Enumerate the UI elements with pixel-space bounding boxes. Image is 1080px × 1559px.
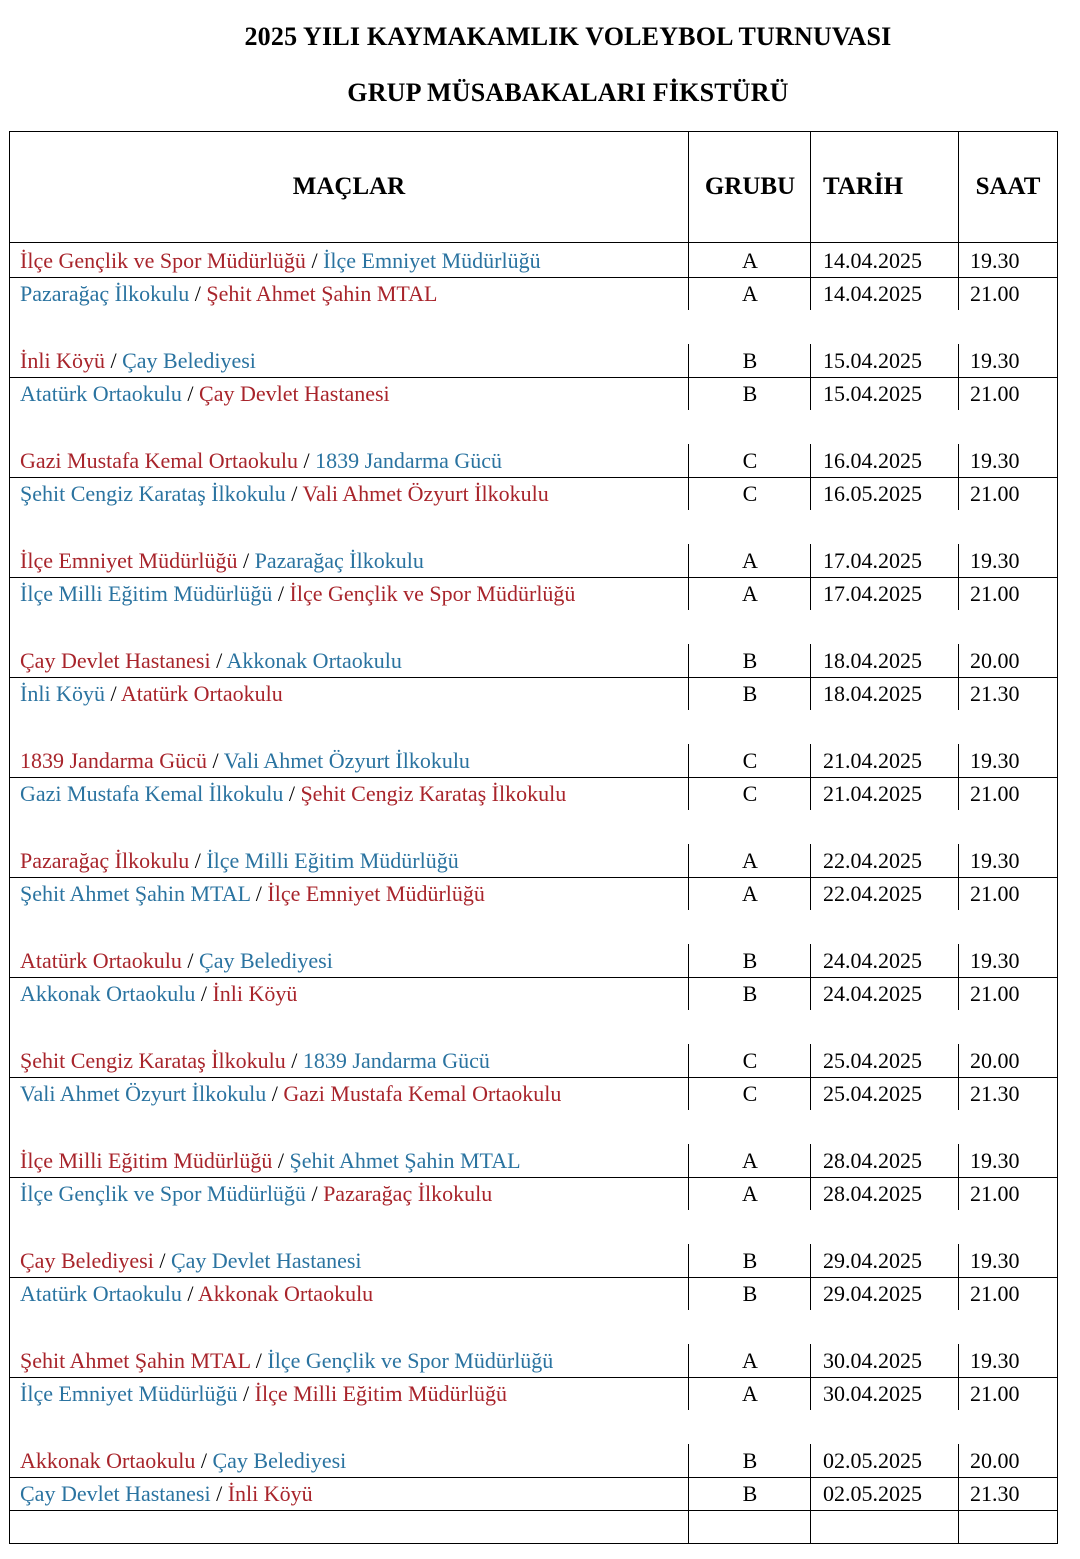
home-team: Şehit Cengiz Karataş İlkokulu (20, 481, 286, 506)
match-cell (20, 644, 402, 677)
match-cell (20, 344, 256, 377)
table-row (0, 1277, 1080, 1310)
group-cell: A (742, 248, 758, 273)
group-cell: B (742, 381, 758, 406)
time-cell: 19.30 (970, 748, 1020, 773)
table-row (0, 644, 1080, 677)
match-cell (20, 577, 575, 610)
group-cell: B (742, 1248, 758, 1273)
home-team: Akkonak Ortaokulu (20, 1448, 196, 1473)
away-team: Çay Belediyesi (122, 348, 256, 373)
match-cell (20, 1444, 346, 1477)
match-cell (20, 1077, 561, 1110)
header-date: TARİH (823, 173, 904, 200)
date-cell: 29.04.2025 (823, 1248, 922, 1273)
time-cell: 21.00 (970, 1281, 1020, 1306)
time-cell: 19.30 (970, 1348, 1020, 1373)
time-cell: 20.00 (970, 648, 1020, 673)
group-cell: A (742, 1381, 758, 1406)
date-cell: 16.05.2025 (823, 481, 922, 506)
team-separator: / (187, 1281, 194, 1306)
group-cell: B (742, 681, 758, 706)
date-cell: 30.04.2025 (823, 1381, 922, 1406)
team-separator: / (194, 848, 201, 873)
group-cell: A (742, 881, 758, 906)
group-cell: A (742, 1181, 758, 1206)
match-cell (20, 944, 333, 977)
time-cell: 19.30 (970, 848, 1020, 873)
away-team: İlçe Gençlik ve Spor Müdürlüğü (289, 581, 576, 606)
home-team: Çay Belediyesi (20, 1248, 154, 1273)
home-team: İlçe Emniyet Müdürlüğü (20, 548, 238, 573)
match-cell (20, 1044, 490, 1077)
date-cell: 24.04.2025 (823, 948, 922, 973)
home-team: Pazarağaç İlkokulu (20, 848, 190, 873)
home-team: İnli Köyü (20, 348, 105, 373)
date-cell: 22.04.2025 (823, 848, 922, 873)
document-subtitle: GRUP MÜSABAKALARI FİKSTÜRÜ (347, 78, 789, 107)
gap-spacer (10, 910, 1057, 944)
time-cell: 21.30 (970, 1081, 1020, 1106)
date-cell: 18.04.2025 (823, 648, 922, 673)
gap-spacer (10, 610, 1057, 644)
group-cell: C (742, 781, 758, 806)
away-team: Şehit Ahmet Şahin MTAL (289, 1148, 521, 1173)
date-cell: 15.04.2025 (823, 348, 922, 373)
home-team: Gazi Mustafa Kemal Ortaokulu (20, 448, 298, 473)
match-cell (20, 244, 541, 277)
home-team: İlçe Milli Eğitim Müdürlüğü (20, 581, 273, 606)
table-row (0, 744, 1080, 777)
team-separator: / (291, 1048, 298, 1073)
away-team: Çay Belediyesi (212, 1448, 347, 1473)
away-team: İlçe Emniyet Müdürlüğü (267, 881, 485, 906)
table-row (0, 377, 1080, 410)
time-cell: 21.00 (970, 1181, 1020, 1206)
group-cell: C (742, 481, 758, 506)
time-cell: 21.00 (970, 381, 1020, 406)
group-cell: B (742, 981, 758, 1006)
team-separator: / (243, 1381, 250, 1406)
time-cell: 21.00 (970, 781, 1020, 806)
team-separator: / (277, 1148, 284, 1173)
away-team: 1839 Jandarma Gücü (302, 1048, 490, 1073)
gap-spacer (10, 310, 1057, 344)
away-team: Çay Belediyesi (199, 948, 333, 973)
date-cell: 02.05.2025 (823, 1448, 922, 1473)
match-cell (20, 1144, 521, 1177)
time-cell: 21.30 (970, 1481, 1020, 1506)
away-team: Çay Devlet Hastanesi (199, 381, 390, 406)
match-cell (20, 444, 502, 477)
time-cell: 21.00 (970, 881, 1020, 906)
group-cell: B (742, 648, 758, 673)
gap-spacer (10, 1310, 1057, 1344)
away-team: Şehit Ahmet Şahin MTAL (206, 281, 438, 306)
date-cell: 22.04.2025 (823, 881, 922, 906)
match-cell (20, 777, 566, 810)
time-cell: 21.00 (970, 281, 1020, 306)
team-separator: / (187, 381, 194, 406)
team-separator: / (255, 1348, 262, 1373)
match-cell (20, 844, 459, 877)
gap-spacer (10, 410, 1057, 444)
date-cell: 21.04.2025 (823, 748, 922, 773)
table-row (0, 1177, 1080, 1210)
table-row (0, 577, 1080, 610)
team-separator: / (212, 748, 219, 773)
match-cell (20, 1277, 373, 1310)
time-cell: 19.30 (970, 248, 1020, 273)
date-cell: 25.04.2025 (823, 1048, 922, 1073)
date-cell: 02.05.2025 (823, 1481, 922, 1506)
match-cell (20, 977, 297, 1010)
gap-spacer (10, 1010, 1057, 1044)
team-separator: / (194, 281, 201, 306)
group-cell: B (742, 348, 758, 373)
away-team: İlçe Emniyet Müdürlüğü (323, 248, 541, 273)
gap-spacer (10, 1410, 1057, 1444)
home-team: Vali Ahmet Özyurt İlkokulu (20, 1081, 267, 1106)
team-separator: / (243, 548, 250, 573)
table-row (0, 1444, 1080, 1477)
match-cell (20, 877, 485, 910)
table-row (0, 777, 1080, 810)
time-cell: 21.00 (970, 581, 1020, 606)
match-cell (20, 677, 283, 710)
away-team: İnli Köyü (227, 1481, 313, 1506)
away-team: Çay Devlet Hastanesi (170, 1248, 362, 1273)
header-group: GRUBU (704, 173, 796, 200)
home-team: İlçe Milli Eğitim Müdürlüğü (20, 1148, 273, 1173)
header-time: SAAT (975, 173, 1041, 200)
home-team: İlçe Gençlik ve Spor Müdürlüğü (20, 248, 306, 273)
date-cell: 25.04.2025 (823, 1081, 922, 1106)
time-cell: 19.30 (970, 548, 1020, 573)
date-cell: 30.04.2025 (823, 1348, 922, 1373)
date-cell: 14.04.2025 (823, 248, 922, 273)
table-row (0, 1477, 1080, 1510)
group-cell: C (742, 448, 758, 473)
away-team: Gazi Mustafa Kemal Ortaokulu (283, 1081, 562, 1106)
table-row (0, 877, 1080, 910)
time-cell: 21.00 (970, 481, 1020, 506)
table-row (0, 244, 1080, 277)
group-cell: A (742, 281, 758, 306)
match-cell (20, 277, 437, 310)
group-cell: A (742, 848, 758, 873)
match-cell (20, 1477, 313, 1510)
home-team: Pazarağaç İlkokulu (20, 281, 190, 306)
home-team: Şehit Cengiz Karataş İlkokulu (20, 1048, 286, 1073)
table-row (0, 1044, 1080, 1077)
away-team: Atatürk Ortaokulu (120, 681, 283, 706)
document-title: 2025 YILI KAYMAKAMLIK VOLEYBOL TURNUVASI (244, 22, 892, 51)
team-separator: / (255, 881, 262, 906)
team-separator: / (216, 1481, 223, 1506)
date-cell: 14.04.2025 (823, 281, 922, 306)
table-row (0, 1144, 1080, 1177)
away-team: Şehit Cengiz Karataş İlkokulu (300, 781, 567, 806)
date-cell: 17.04.2025 (823, 548, 922, 573)
table-row (0, 477, 1080, 510)
away-team: 1839 Jandarma Gücü (315, 448, 503, 473)
table-row (0, 1377, 1080, 1410)
team-separator: / (311, 248, 318, 273)
home-team: Gazi Mustafa Kemal İlkokulu (20, 781, 284, 806)
group-cell: A (742, 1148, 758, 1173)
date-cell: 24.04.2025 (823, 981, 922, 1006)
time-cell: 21.30 (970, 681, 1020, 706)
gap-spacer (10, 810, 1057, 844)
team-separator: / (277, 581, 284, 606)
gap-spacer (10, 1210, 1057, 1244)
away-team: Pazarağaç İlkokulu (254, 548, 424, 573)
home-team: Şehit Ahmet Şahin MTAL (20, 881, 251, 906)
away-team: Vali Ahmet Özyurt İlkokulu (302, 481, 549, 506)
match-cell (20, 744, 470, 777)
gap-spacer (10, 510, 1057, 544)
table-row (0, 677, 1080, 710)
home-team: Atatürk Ortaokulu (20, 948, 182, 973)
date-cell: 21.04.2025 (823, 781, 922, 806)
group-cell: B (742, 1281, 758, 1306)
time-cell: 19.30 (970, 1148, 1020, 1173)
row-divider (9, 1510, 1058, 1511)
header-matches: MAÇLAR (292, 173, 406, 200)
match-cell (20, 477, 549, 510)
team-separator: / (291, 481, 298, 506)
time-cell: 20.00 (970, 1448, 1020, 1473)
team-separator: / (216, 648, 223, 673)
group-cell: C (742, 748, 758, 773)
match-cell (20, 544, 424, 577)
home-team: Çay Devlet Hastanesi (20, 1481, 211, 1506)
home-team: Akkonak Ortaokulu (20, 981, 196, 1006)
table-row (0, 344, 1080, 377)
group-cell: C (742, 1081, 758, 1106)
date-cell: 28.04.2025 (823, 1148, 922, 1173)
table-row (0, 277, 1080, 310)
team-separator: / (271, 1081, 278, 1106)
table-row (0, 944, 1080, 977)
home-team: İnli Köyü (20, 681, 105, 706)
home-team: Atatürk Ortaokulu (20, 1281, 182, 1306)
table-row (0, 1244, 1080, 1277)
group-cell: A (742, 1348, 758, 1373)
date-cell: 15.04.2025 (823, 381, 922, 406)
away-team: İnli Köyü (212, 981, 298, 1006)
header-divider (9, 242, 1058, 243)
gap-spacer (10, 1110, 1057, 1144)
time-cell: 21.00 (970, 981, 1020, 1006)
team-separator: / (311, 1181, 318, 1206)
date-cell: 28.04.2025 (823, 1181, 922, 1206)
date-cell: 17.04.2025 (823, 581, 922, 606)
time-cell: 21.00 (970, 1381, 1020, 1406)
home-team: Şehit Ahmet Şahin MTAL (20, 1348, 251, 1373)
away-team: İlçe Milli Eğitim Müdürlüğü (254, 1381, 508, 1406)
team-separator: / (187, 948, 194, 973)
team-separator: / (110, 681, 117, 706)
date-cell: 29.04.2025 (823, 1281, 922, 1306)
match-cell (20, 1344, 553, 1377)
home-team: İlçe Gençlik ve Spor Müdürlüğü (20, 1181, 306, 1206)
home-team: Atatürk Ortaokulu (20, 381, 182, 406)
gap-spacer (10, 710, 1057, 744)
team-separator: / (303, 448, 310, 473)
time-cell: 19.30 (970, 1248, 1020, 1273)
away-team: Akkonak Ortaokulu (226, 648, 402, 673)
table-row (0, 444, 1080, 477)
time-cell: 19.30 (970, 948, 1020, 973)
away-team: Akkonak Ortaokulu (197, 1281, 374, 1306)
team-separator: / (288, 781, 295, 806)
team-separator: / (200, 1448, 207, 1473)
away-team: Pazarağaç İlkokulu (323, 1181, 493, 1206)
group-cell: C (742, 1048, 758, 1073)
table-row (0, 844, 1080, 877)
date-cell: 18.04.2025 (823, 681, 922, 706)
team-separator: / (200, 981, 207, 1006)
match-cell (20, 1177, 492, 1210)
home-team: Çay Devlet Hastanesi (20, 648, 211, 673)
table-row (0, 1077, 1080, 1110)
table-row (0, 544, 1080, 577)
away-team: İlçe Milli Eğitim Müdürlüğü (206, 848, 459, 873)
table-row (0, 977, 1080, 1010)
group-cell: B (742, 1481, 758, 1506)
time-cell: 20.00 (970, 1048, 1020, 1073)
home-team: 1839 Jandarma Gücü (20, 748, 207, 773)
team-separator: / (159, 1248, 166, 1273)
match-cell (20, 1377, 507, 1410)
time-cell: 19.30 (970, 448, 1020, 473)
group-cell: B (742, 948, 758, 973)
home-team: İlçe Emniyet Müdürlüğü (20, 1381, 238, 1406)
date-cell: 16.04.2025 (823, 448, 922, 473)
group-cell: A (742, 581, 758, 606)
match-cell (20, 1244, 362, 1277)
table-row (0, 1344, 1080, 1377)
time-cell: 19.30 (970, 348, 1020, 373)
group-cell: B (742, 1448, 758, 1473)
match-cell (20, 377, 390, 410)
away-team: İlçe Gençlik ve Spor Müdürlüğü (267, 1348, 554, 1373)
away-team: Vali Ahmet Özyurt İlkokulu (223, 748, 470, 773)
group-cell: A (742, 548, 758, 573)
team-separator: / (110, 348, 117, 373)
